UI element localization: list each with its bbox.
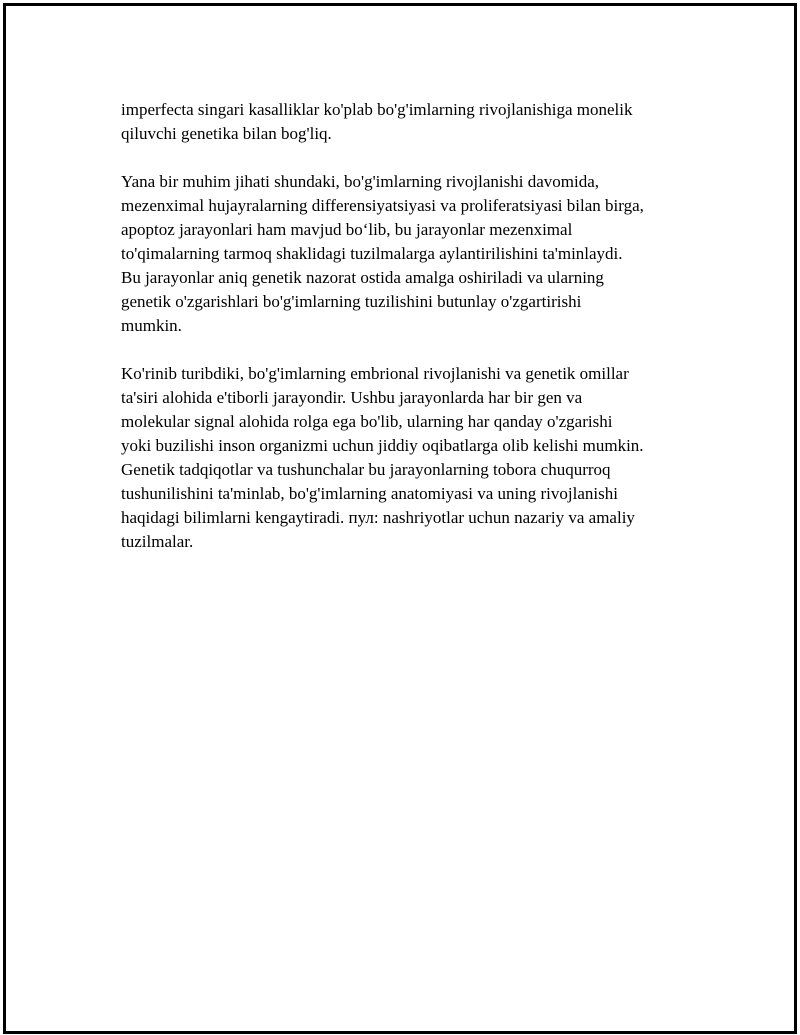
paragraph-3: Ko'rinib turibdiki, bo'g'imlarning embrional rivojlanishi va genetik omillar ta'siri alohida e'tiborli jarayondir. Ushbu jarayonlarda har bir gen va molekular signal alohida rolga ega bo'lib, ularning har qanday o'zgarishi yoki buzilishi inson organizmi uchun jiddiy oqibatlarga olib kelishi mumkin. Genetik tadqiqotlar va tushunchalar bu jarayonlarning tobora chuqurroq tushunilishini ta'minlab, bo'g'imlarning anatomiyasi va uning rivojlanishi haqidagi bilimlarni kengaytiradi. пул: nashriyotlar uchun nazariy va amaliy tuzilmalar. xyxy=(121,364,644,551)
paragraph-2: Yana bir muhim jihati shundaki, bo'g'imlarning rivojlanishi davomida, mezenximal hujayralarning differensiyatsiyasi va proliferatsiyasi bilan birga, apoptoz jarayonlari ham mavjud bo‘lib, bu jarayonlar mezenximal to'qimalarning tarmoq shaklidagi tuzilmalarga aylantirilishini ta'minlaydi. Bu jarayonlar aniq genetik nazorat ostida amalga oshiriladi va ularning genetik o'zgarishlari bo'g'imlarning tuzilishini butunlay o'zgartirishi mumkin. xyxy=(121,172,644,335)
paragraph-1: imperfecta singari kasalliklar ko'plab bo'g'imlarning rivojlanishiga monelik qiluvchi genetika bilan bog'liq. xyxy=(121,100,633,143)
page-content xyxy=(121,98,701,578)
page-frame xyxy=(3,3,797,1034)
